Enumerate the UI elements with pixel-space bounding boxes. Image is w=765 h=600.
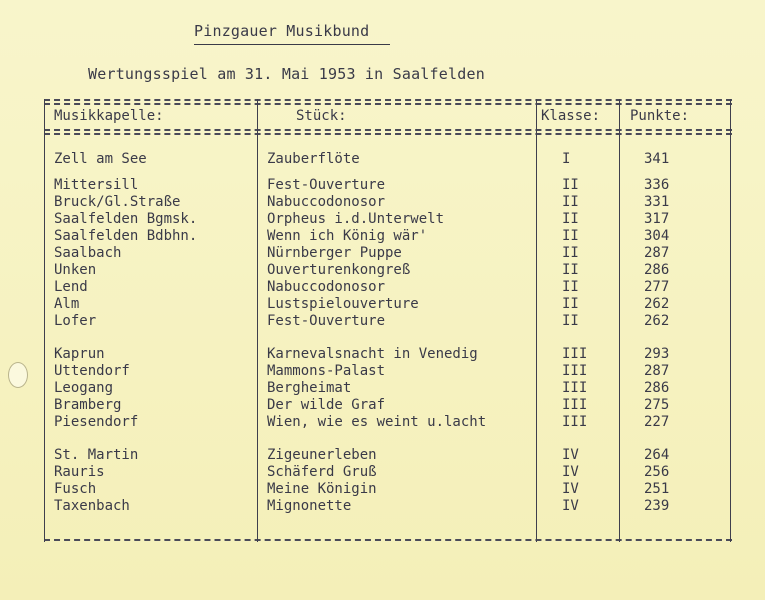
table-row xyxy=(44,194,732,211)
cell-musikkapelle: Saalfelden Bdbhn. xyxy=(54,228,198,244)
table-bottom-rule xyxy=(44,539,732,541)
table-row xyxy=(44,481,732,498)
cell-stueck: Nabuccodonosor xyxy=(267,279,386,295)
cell-punkte: 262 xyxy=(644,296,670,312)
cell-musikkapelle: Lofer xyxy=(54,313,97,329)
cell-musikkapelle: Unken xyxy=(54,262,97,278)
cell-musikkapelle: Saalfelden Bgmsk. xyxy=(54,211,198,227)
cell-stueck: Der wilde Graf xyxy=(267,397,386,413)
cell-musikkapelle: Rauris xyxy=(54,464,105,480)
cell-klasse: III xyxy=(562,397,588,413)
cell-klasse: II xyxy=(562,211,579,227)
cell-musikkapelle: Bruck/Gl.Straße xyxy=(54,194,181,210)
cell-klasse: II xyxy=(562,177,579,193)
table-row xyxy=(44,177,732,194)
cell-punkte: 287 xyxy=(644,245,670,261)
table-row xyxy=(44,498,732,515)
header-musikkapelle: Musikkapelle: xyxy=(54,108,164,124)
cell-punkte: 227 xyxy=(644,414,670,430)
table-row xyxy=(44,380,732,397)
document-title: Pinzgauer Musikbund xyxy=(194,22,370,40)
cell-klasse: IV xyxy=(562,498,579,514)
cell-klasse: IV xyxy=(562,447,579,463)
cell-musikkapelle: Piesendorf xyxy=(54,414,139,430)
cell-stueck: Bergheimat xyxy=(267,380,352,396)
cell-punkte: 317 xyxy=(644,211,670,227)
cell-klasse: IV xyxy=(562,481,579,497)
table-row xyxy=(44,279,732,296)
table-row xyxy=(44,211,732,228)
cell-klasse: II xyxy=(562,245,579,261)
cell-stueck: Schäferd Gruß xyxy=(267,464,377,480)
cell-musikkapelle: Taxenbach xyxy=(54,498,130,514)
cell-stueck: Ouverturenkongreß xyxy=(267,262,411,278)
table-row xyxy=(44,464,732,481)
cell-musikkapelle: Fusch xyxy=(54,481,97,497)
cell-musikkapelle: Bramberg xyxy=(54,397,122,413)
cell-stueck: Mammons-Palast xyxy=(267,363,386,379)
cell-klasse: I xyxy=(562,151,571,167)
cell-klasse: III xyxy=(562,346,588,362)
cell-punkte: 336 xyxy=(644,177,670,193)
cell-klasse: III xyxy=(562,380,588,396)
cell-punkte: 239 xyxy=(644,498,670,514)
header-punkte: Punkte: xyxy=(630,108,690,124)
cell-klasse: II xyxy=(562,262,579,278)
cell-punkte: 251 xyxy=(644,481,670,497)
cell-punkte: 304 xyxy=(644,228,670,244)
cell-stueck: Fest-Ouverture xyxy=(267,313,386,329)
table-row xyxy=(44,414,732,431)
cell-stueck: Lustspielouverture xyxy=(267,296,419,312)
cell-stueck: Fest-Ouverture xyxy=(267,177,386,193)
cell-stueck: Zigeunerleben xyxy=(267,447,377,463)
table-row xyxy=(44,245,732,262)
table-row xyxy=(44,151,732,168)
cell-stueck: Wenn ich König wär' xyxy=(267,228,428,244)
table-row xyxy=(44,313,732,330)
cell-musikkapelle: Alm xyxy=(54,296,80,312)
cell-klasse: IV xyxy=(562,464,579,480)
cell-stueck: Zauberflöte xyxy=(267,151,360,167)
cell-punkte: 256 xyxy=(644,464,670,480)
cell-punkte: 264 xyxy=(644,447,670,463)
cell-musikkapelle: Leogang xyxy=(54,380,114,396)
table-top-rule-2 xyxy=(44,103,732,105)
cell-musikkapelle: Mittersill xyxy=(54,177,139,193)
cell-stueck: Nabuccodonosor xyxy=(267,194,386,210)
header-bottom-rule-2 xyxy=(44,133,732,135)
cell-musikkapelle: Saalbach xyxy=(54,245,122,261)
cell-musikkapelle: St. Martin xyxy=(54,447,139,463)
cell-punkte: 287 xyxy=(644,363,670,379)
cell-stueck: Mignonette xyxy=(267,498,352,514)
table-row xyxy=(44,397,732,414)
table-row xyxy=(44,363,732,380)
table-row xyxy=(44,296,732,313)
title-underline xyxy=(194,44,390,45)
punch-hole xyxy=(8,362,28,388)
cell-klasse: II xyxy=(562,279,579,295)
cell-klasse: II xyxy=(562,313,579,329)
cell-musikkapelle: Zell am See xyxy=(54,151,147,167)
cell-stueck: Wien, wie es weint u.lacht xyxy=(267,414,487,430)
cell-klasse: III xyxy=(562,363,588,379)
cell-punkte: 286 xyxy=(644,380,670,396)
results-table xyxy=(44,99,732,542)
table-row xyxy=(44,447,732,464)
cell-klasse: II xyxy=(562,228,579,244)
header-klasse: Klasse: xyxy=(541,108,601,124)
cell-punkte: 275 xyxy=(644,397,670,413)
cell-klasse: III xyxy=(562,414,588,430)
cell-punkte: 286 xyxy=(644,262,670,278)
table-row xyxy=(44,228,732,245)
header-bottom-rule xyxy=(44,129,732,131)
cell-musikkapelle: Lend xyxy=(54,279,88,295)
cell-stueck: Karnevalsnacht in Venedig xyxy=(267,346,478,362)
cell-stueck: Nürnberger Puppe xyxy=(267,245,402,261)
cell-stueck: Meine Königin xyxy=(267,481,377,497)
cell-punkte: 293 xyxy=(644,346,670,362)
cell-punkte: 262 xyxy=(644,313,670,329)
cell-klasse: II xyxy=(562,296,579,312)
cell-punkte: 277 xyxy=(644,279,670,295)
document-subtitle: Wertungsspiel am 31. Mai 1953 in Saalfelden xyxy=(88,65,485,83)
cell-stueck: Orpheus i.d.Unterwelt xyxy=(267,211,445,227)
cell-musikkapelle: Kaprun xyxy=(54,346,105,362)
table-row xyxy=(44,262,732,279)
header-stueck: Stück: xyxy=(296,108,347,124)
cell-klasse: II xyxy=(562,194,579,210)
table-row xyxy=(44,346,732,363)
cell-musikkapelle: Uttendorf xyxy=(54,363,130,379)
cell-punkte: 331 xyxy=(644,194,670,210)
table-top-rule xyxy=(44,99,732,101)
cell-punkte: 341 xyxy=(644,151,670,167)
